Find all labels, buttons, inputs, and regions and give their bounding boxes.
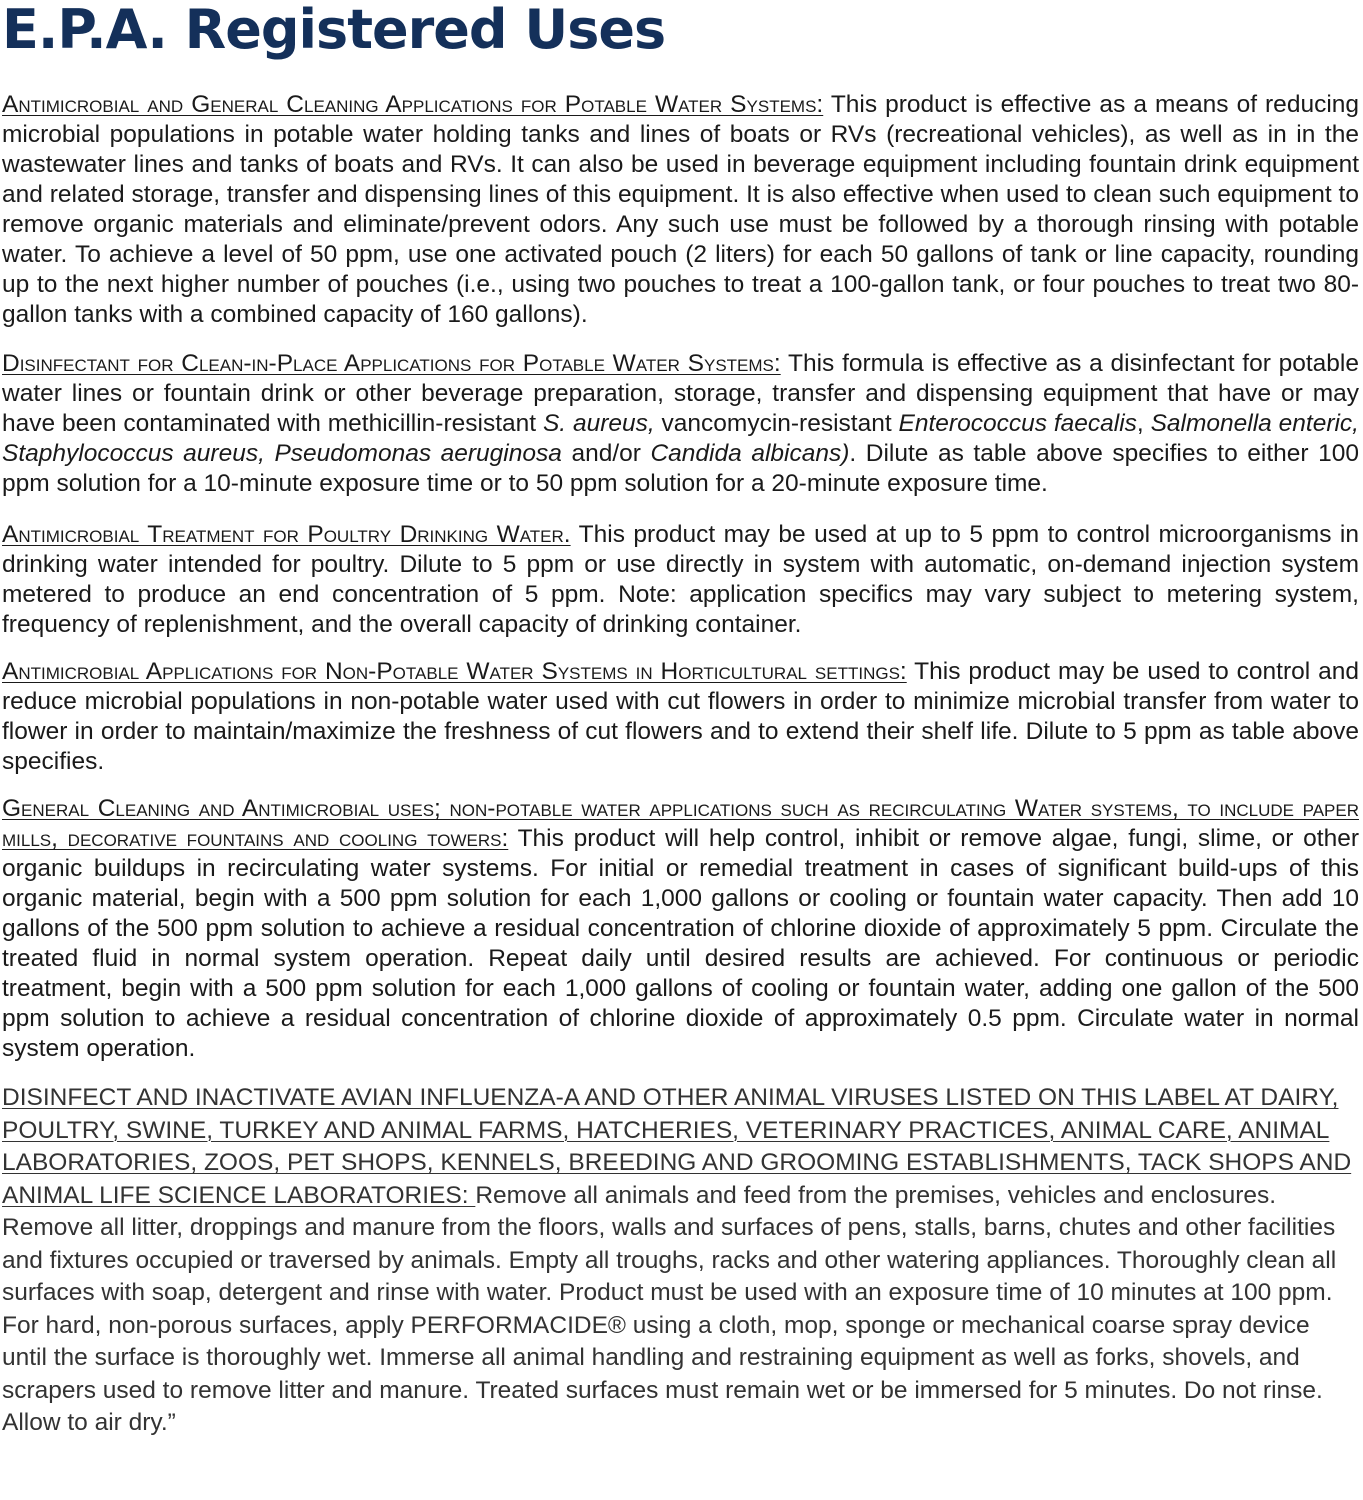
section-horticultural-water xyxy=(2,657,1359,777)
section-body: This product may be used to control and reduce microbial populations in non-potable water used with cut flowers in order to minimize microbial transfer from water to flower in order to maintain/maximize the freshness of cut flowers and to extend their shelf life. Dilute to 5 ppm as table above specifies. xyxy=(2,658,1359,775)
section-heading: Antimicrobial Applications for Non-Potable Water Systems in Horticultural settings: xyxy=(2,658,907,685)
section-body: This product is effective as a means of reducing microbial populations in potable water holding tanks and lines of boats or RVs (recreational vehicles), as well as in in the wastewater lines and tanks of boats and RVs. It can also be used in beverage equipment including fountain drink equipment and related storage, transfer and dispensing lines of this equipment. It is also effective when used to clean such equipment to remove organic materials and eliminate/prevent odors. Any such use must be followed by a thorough rinsing with potable water. To achieve a level of 50 ppm, use one activated pouch (2 liters) for each 50 gallons of tank or line capacity, rounding up to the next higher number of pouches (i.e., using two pouches to treat a 100-gallon tank, or four pouches to treat two 80-gallon tanks with a combined capacity of 160 gallons). xyxy=(2,91,1360,328)
section-heading: Antimicrobial Treatment for Poultry Drinking Water. xyxy=(2,521,571,548)
section-clean-in-place-disinfectant xyxy=(2,349,1359,499)
section-recirculating-water xyxy=(2,794,1359,1064)
section-body: This product may be used at up to 5 ppm to control microorganisms in drinking water intended for poultry. Dilute to 5 ppm or use directly in system with automatic, on-demand injection system metered to produce an end concentration of 5 ppm. Note: application specifics may vary subject to metering system, frequency of replenishment, and the overall capacity of drinking container. xyxy=(2,521,1360,638)
organism-name: Candida albicans) xyxy=(650,440,850,467)
section-body-text: vancomycin-resistant xyxy=(654,410,899,437)
page-title: E.P.A. Registered Uses xyxy=(2,0,666,61)
section-poultry-drinking-water xyxy=(2,520,1359,640)
section-animal-virus-disinfection xyxy=(2,1082,1359,1440)
section-heading: DISINFECT AND INACTIVATE AVIAN INFLUENZA-A AND OTHER ANIMAL VIRUSES LISTED ON THIS LABEL AT DAIRY, POULTRY, SWINE, TURKEY AND ANIMAL FARMS, HATCHERIES, VETERINARY PRACTICES, ANIMAL CARE, ANIMAL LABORATORIES, ZOOS, PET SHOPS, KENNELS, BREEDING AND GROOMING ESTABLISHMENTS, TACK SHOPS AND ANIMAL LIFE SCIENCE LABORATORIES: xyxy=(2,1084,1352,1209)
organism-name: Salmonella enteric, Staphylococcus aureus, Pseudomonas aeruginosa xyxy=(2,410,1359,467)
organism-name: S. aureus, xyxy=(542,410,655,437)
section-body-text: and/or xyxy=(561,440,651,467)
section-body-text: This formula is effective as a disinfectant for potable water lines or fountain drink or other beverage preparation, storage, transfer and dispensing equipment that have or may have been contaminated with methicillin-resistant xyxy=(2,350,1359,437)
section-heading: General Cleaning and Antimicrobial uses; non-potable water applications such as recirculating Water systems, to include paper mills, decorative fountains and cooling towers: xyxy=(2,795,1359,852)
section-heading: Disinfectant for Clean-in-Place Applications for Potable Water Systems: xyxy=(2,350,781,377)
section-body-text: . Dilute as table above specifies to either 100 ppm solution for a 10-minute exposure time or to 50 ppm solution for a 20-minute exposure time. xyxy=(2,440,1360,497)
organism-name: Enterococcus faecalis xyxy=(898,410,1137,437)
section-body: This product will help control, inhibit or remove algae, fungi, slime, or other organic buildups in recirculating water systems. For initial or remedial treatment in cases of significant build-ups of this organic material, begin with a 500 ppm solution for each 1,000 gallons or cooling or fountain water capacity. Then add 10 gallons of the 500 ppm solution to achieve a residual concentration of chlorine dioxide of approximately 5 ppm. Circulate the treated fluid in normal system operation. Repeat daily until desired results are achieved. For continuous or periodic treatment, begin with a 500 ppm solution for each 1,000 gallons of cooling or fountain water, adding one gallon of the 500 ppm solution to achieve a residual concentration of chlorine dioxide of approximately 0.5 ppm. Circulate water in normal system operation. xyxy=(2,825,1359,1062)
section-body-text: , xyxy=(1136,410,1151,437)
section-potable-water-antimicrobial xyxy=(2,90,1359,330)
section-body: Remove all animals and feed from the premises, vehicles and enclosures. Remove all litter, droppings and manure from the floors, walls and surfaces of pens, stalls, barns, chutes and other facilities and fixtures occupied or traversed by animals. Empty all troughs, racks and other watering appliances. Thoroughly clean all surfaces with soap, detergent and rinse with water. Product must be used with an exposure time of 10 minutes at 100 ppm. For hard, non-porous surfaces, apply PERFORMACIDE® using a cloth, mop, sponge or mechanical coarse spray device until the surface is thoroughly wet. Immerse all animal handling and restraining equipment as well as forks, shovels, and scrapers used to remove litter and manure. Treated surfaces must remain wet or be immersed for 5 minutes. Do not rinse. Allow to air dry.” xyxy=(2,1181,1337,1436)
section-heading: Antimicrobial and General Cleaning Applications for Potable Water Systems: xyxy=(2,91,824,118)
